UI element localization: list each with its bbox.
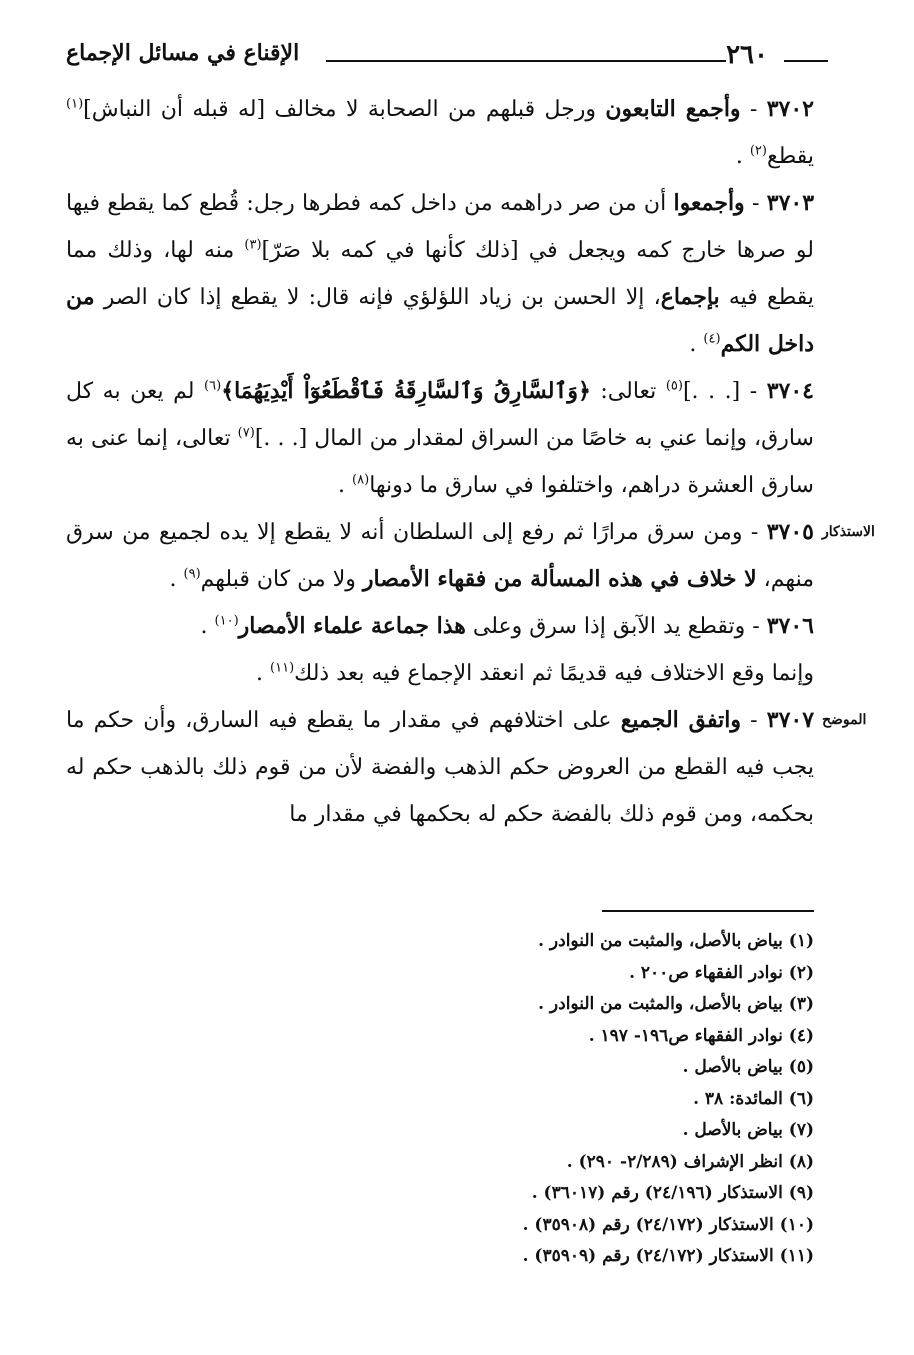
margin-source-note: الموضح	[822, 712, 867, 728]
paragraph-text: وإنما وقع الاختلاف فيه قديمًا ثم انعقد الإجماع فيه بعد ذلك	[294, 661, 814, 686]
paragraph-end: .	[689, 332, 704, 357]
margin-source-note: الاستذكار	[822, 524, 875, 540]
footnote: (٦) المائدة: ٣٨ .	[693, 1088, 814, 1109]
paragraph-end: .	[256, 661, 271, 686]
footnote-ref: (١)	[66, 96, 84, 112]
book-title: الإقناع في مسائل الإجماع	[66, 40, 300, 66]
paragraph-3706-continuation	[66, 650, 814, 697]
footnote-ref: (٢)	[749, 143, 767, 159]
footnote-ref: (٦)	[204, 378, 222, 394]
footnote-ref: (١١)	[270, 660, 295, 676]
paragraph-text: وتقطع يد الآبق إذا سرق وعلى	[465, 614, 746, 639]
footnote-ref: (٩)	[183, 566, 201, 582]
entry-number: ٣٧٠٧	[766, 707, 815, 733]
footnote: (٣) بياض بالأصل، والمثبت من النوادر .	[538, 994, 814, 1014]
footnote-ref: (٥)	[665, 378, 683, 394]
paragraph-text: لم يعن به كل سارق، وإنما عني به خاصًا من السراق لمقدار من المال [. . .]	[66, 379, 814, 451]
header-rule-middle	[326, 60, 726, 62]
footnote: (٤) نوادر الفقهاء ص١٩٦- ١٩٧ .	[588, 1025, 814, 1046]
paragraph-text: على اختلافهم في مقدار ما يقطع فيه السارق، وأن حكم ما يجب فيه القطع من العروض حكم الذهب والفضة لأن من قوم ذلك بالذهب حكم له بحكمه، ومن قوم ذلك بالفضة حكم له بحكمها في مقدار ما	[66, 708, 814, 827]
paragraph-text: تعالى:	[590, 379, 666, 404]
footnote-ref: (٤)	[703, 331, 721, 347]
paragraph-3704: ٣٧٠٤ - [. . .]$^{(٥)}$ تعالى: ﴿وَٱلسَّارِقُ وَٱلسَّارِقَةُ فَٱقْطَعُوٓاْ أَيْدِيَهُمَا﴾$^{(٦)}$ لم يعن به كل سارق، وإنما عني به خاصًا من السراق لمقدار من المال [. . .]$^{(٧)}$ تعالى، إنما عنى به سارق العشرة دراهم، واختلفوا في سارق ما دونها$^{(٨)}$ .	[66, 378, 814, 498]
bold-phrase: بإجماع	[660, 284, 720, 310]
footnote-ref: (٣)	[244, 237, 262, 253]
quran-verse: ﴿وَٱلسَّارِقُ وَٱلسَّارِقَةُ فَٱقْطَعُوٓاْ أَيْدِيَهُمَا﴾	[221, 378, 591, 404]
paragraph-text: ولا من كان قبلهم	[200, 567, 363, 592]
footnote-ref: (١٠)	[214, 613, 239, 629]
entry-number: ٣٧٠٢	[766, 96, 814, 122]
paragraph-text: أن من صر دراهمه من داخل كمه فطرها رجل: قُطع كما يقطع فيها لو صرها خارج كمه ويجعل في [ذلك كأنها في كمه بلا صَرّ]	[66, 191, 814, 263]
footnote: (١٠) الاستذكار (٢٤/١٧٢) رقم (٣٥٩٠٨) .	[522, 1214, 814, 1235]
bold-phrase: لا خلاف في هذه المسألة من فقهاء الأمصار	[362, 566, 757, 592]
paragraph-3707: الموضح ٣٧٠٧ - واتفق الجميع على اختلافهم في مقدار ما يقطع فيه السارق، وأن حكم ما يجب فيه القطع من العروض حكم الذهب والفضة لأن من قوم ذلك بالذهب حكم له بحكمه، ومن قوم ذلك بالفضة حكم له بحكمها في مقدار ما	[66, 697, 814, 838]
bold-phrase: من داخل الكم	[66, 284, 814, 357]
paragraph-text: ورجل قبلهم من الصحابة لا مخالف [له قبله أن النباش]	[83, 97, 596, 122]
entry-number: ٣٧٠٥	[766, 519, 814, 545]
footnote: (٨) انظر الإشراف (٢/٢٨٩- ٢٩٠) .	[566, 1151, 814, 1172]
main-text	[66, 86, 875, 838]
paragraph-3702: ٣٧٠٢ - وأجمع التابعون ورجل قبلهم من الصحابة لا مخالف [له قبله أن النباش]$^{(١)}$ يقطع$^{(٢)}$ .	[66, 96, 814, 169]
paragraph-text: ، إلا الحسن بن زياد اللؤلؤي فإنه قال: لا يقطع إذا كان الصر	[94, 285, 661, 310]
paragraph-end: .	[169, 567, 184, 592]
footnote: (٩) الاستذكار (٢٤/١٩٦) رقم (٣٦٠١٧) .	[531, 1183, 814, 1203]
paragraph-text: يقطع	[766, 144, 814, 169]
bold-phrase: وأجمعوا	[673, 190, 745, 216]
entry-number: ٣٧٠٤	[766, 378, 814, 404]
paragraph-text: تعالى، إنما عنى به سارق العشرة دراهم، واختلفوا في سارق ما دونها	[66, 426, 814, 498]
running-head	[66, 40, 828, 84]
paragraph-end: .	[735, 144, 750, 169]
bold-phrase: واتفق الجميع	[620, 707, 741, 733]
entry-number: ٣٧٠٣	[766, 190, 815, 216]
footnote: (٥) بياض بالأصل .	[682, 1057, 814, 1077]
header-rule-right	[784, 60, 828, 62]
page-number: ٢٦٠	[726, 40, 768, 70]
footnote-ref: (٨)	[352, 472, 370, 488]
footnote-ref: (٧)	[237, 425, 255, 441]
footnote: (٢) نوادر الفقهاء ص٢٠٠ .	[629, 962, 814, 983]
footnotes	[214, 926, 814, 1273]
footnote: (٧) بياض بالأصل .	[682, 1120, 814, 1140]
paragraph-text: منه لها، وذلك مما يقطع فيه	[66, 238, 815, 310]
paragraph-3706: ٣٧٠٦ - وتقطع يد الآبق إذا سرق وعلى هذا جماعة علماء الأمصار$^{(١٠)}$ .	[200, 613, 814, 639]
bold-phrase: هذا جماعة علماء الأمصار	[238, 613, 466, 639]
paragraph-3705: الاستذكار ٣٧٠٥ - ومن سرق مرارًا ثم رفع إلى السلطان أنه لا يقطع إلا يده لجميع من سرق منهم، لا خلاف في هذه المسألة من فقهاء الأمصار ولا من كان قبلهم$^{(٩)}$ .	[66, 509, 814, 603]
footnote: (١١) الاستذكار (٢٤/١٧٢) رقم (٣٥٩٠٩) .	[522, 1246, 814, 1266]
paragraph-end: .	[338, 473, 353, 498]
paragraph-end: .	[200, 614, 215, 639]
footnote: (١) بياض بالأصل، والمثبت من النوادر .	[538, 931, 814, 951]
paragraph-text: [. . .]	[682, 379, 741, 404]
paragraph-3703: ٣٧٠٣ - وأجمعوا أن من صر دراهمه من داخل كمه فطرها رجل: قُطع كما يقطع فيها لو صرها خارج كمه ويجعل في [ذلك كأنها في كمه بلا صَرّ]$^{(٣)}$ منه لها، وذلك مما يقطع فيه بإجماع، إلا الحسن بن زياد اللؤلؤي فإنه قال: لا يقطع إذا كان الصر من داخل الكم$^{(٤)}$ .	[66, 190, 815, 357]
paragraph-text: ومن سرق مرارًا ثم رفع إلى السلطان أنه لا يقطع إلا يده لجميع من سرق منهم،	[66, 520, 814, 592]
entry-number: ٣٧٠٦	[766, 613, 814, 639]
footnote-separator	[602, 910, 814, 912]
bold-phrase: وأجمع التابعون	[605, 96, 741, 122]
